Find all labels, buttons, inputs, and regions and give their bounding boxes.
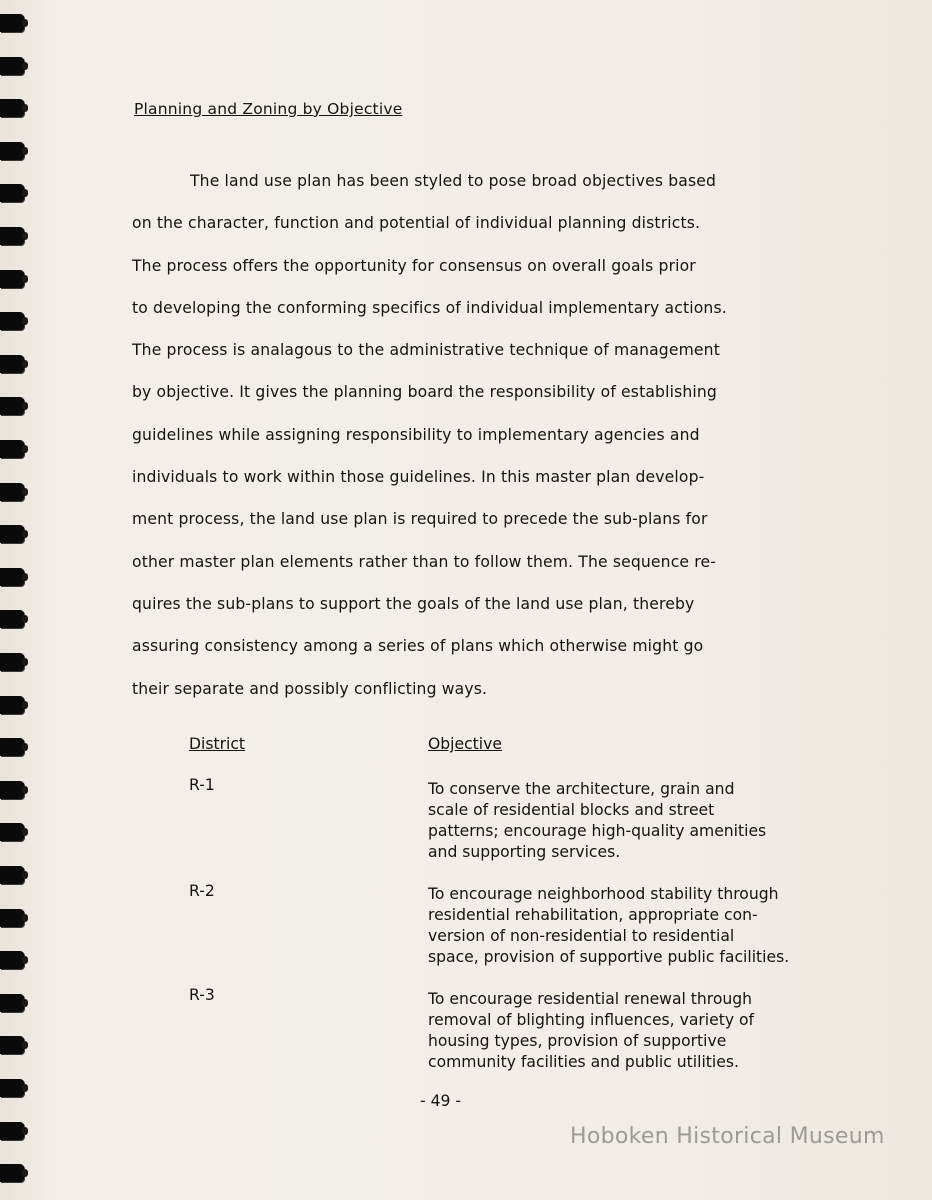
- binding-ring: [0, 355, 24, 373]
- objective-line: patterns; encourage high-quality amenities: [428, 822, 767, 840]
- objective-line: space, provision of supportive public facilities.: [428, 948, 790, 966]
- binding-ring: [0, 568, 24, 586]
- objective-line: housing types, provision of supportive: [428, 1032, 727, 1050]
- binding-ring: [0, 142, 24, 160]
- objective-line: residential rehabilitation, appropriate con-: [428, 906, 758, 924]
- paragraph-line: The land use plan has been styled to pose broad objectives based: [190, 172, 717, 190]
- paragraph-line: their separate and possibly conflicting ways.: [132, 679, 488, 698]
- binding-ring: [0, 184, 24, 202]
- binding-ring: [0, 483, 24, 501]
- paragraph-line: other master plan elements rather than to follow them. The sequence re-: [132, 552, 717, 571]
- paragraph-line: ment process, the land use plan is required to precede the sub-plans for: [132, 510, 708, 529]
- binding-ring: [0, 781, 24, 799]
- spiral-binding: [0, 0, 30, 1200]
- binding-ring: [0, 1164, 24, 1182]
- binding-ring: [0, 1079, 24, 1097]
- binding-ring: [0, 270, 24, 288]
- district-label-r1: R-1: [189, 776, 215, 794]
- binding-ring: [0, 866, 24, 884]
- paragraph-line: The process is analagous to the administrative technique of management: [132, 341, 720, 360]
- binding-ring: [0, 1036, 24, 1054]
- objective-line: community facilities and public utilities.: [428, 1053, 739, 1071]
- objective-text-r1: [428, 779, 898, 863]
- page-number: - 49 -: [420, 1092, 462, 1110]
- district-label-r2: R-2: [189, 882, 215, 900]
- paragraph-line: on the character, function and potential of individual planning districts.: [132, 214, 701, 233]
- objective-column-header: Objective: [428, 735, 502, 753]
- section-heading: Planning and Zoning by Objective: [134, 100, 403, 118]
- district-label-r3: R-3: [189, 986, 215, 1004]
- paragraph-line: The process offers the opportunity for consensus on overall goals prior: [132, 256, 696, 275]
- binding-ring: [0, 909, 24, 927]
- binding-ring: [0, 57, 24, 75]
- paragraph-line: by objective. It gives the planning board the responsibility of establishing: [132, 383, 717, 402]
- museum-watermark: Hoboken Historical Museum: [570, 1124, 885, 1149]
- objective-line: removal of blighting influences, variety of: [428, 1011, 755, 1029]
- binding-ring: [0, 653, 24, 671]
- binding-ring: [0, 312, 24, 330]
- objective-line: To encourage neighborhood stability through: [428, 885, 779, 903]
- objective-line: version of non-residential to residential: [428, 927, 735, 945]
- objective-line: To conserve the architecture, grain and: [428, 780, 735, 798]
- binding-ring: [0, 227, 24, 245]
- binding-ring: [0, 823, 24, 841]
- objective-line: and supporting services.: [428, 843, 621, 861]
- paragraph-line: to developing the conforming specifics of individual implementary actions.: [132, 298, 727, 317]
- paragraph-line: guidelines while assigning responsibility to implementary agencies and: [132, 425, 700, 444]
- paragraph-line: quires the sub-plans to support the goals of the land use plan, thereby: [132, 594, 695, 613]
- body-paragraph: [132, 160, 832, 710]
- paragraph-line: assuring consistency among a series of plans which otherwise might go: [132, 637, 704, 656]
- binding-ring: [0, 696, 24, 714]
- binding-ring: [0, 440, 24, 458]
- objective-line: scale of residential blocks and street: [428, 801, 715, 819]
- paragraph-line: individuals to work within those guidelines. In this master plan develop-: [132, 468, 705, 487]
- binding-ring: [0, 14, 24, 32]
- binding-ring: [0, 994, 24, 1012]
- binding-ring: [0, 397, 24, 415]
- objective-line: To encourage residential renewal through: [428, 990, 753, 1008]
- binding-ring: [0, 610, 24, 628]
- binding-ring: [0, 1122, 24, 1140]
- district-column-header: District: [189, 735, 246, 753]
- binding-ring: [0, 99, 24, 117]
- objective-text-r2: [428, 884, 898, 968]
- objective-text-r3: [428, 989, 898, 1073]
- binding-ring: [0, 738, 24, 756]
- binding-ring: [0, 525, 24, 543]
- binding-ring: [0, 951, 24, 969]
